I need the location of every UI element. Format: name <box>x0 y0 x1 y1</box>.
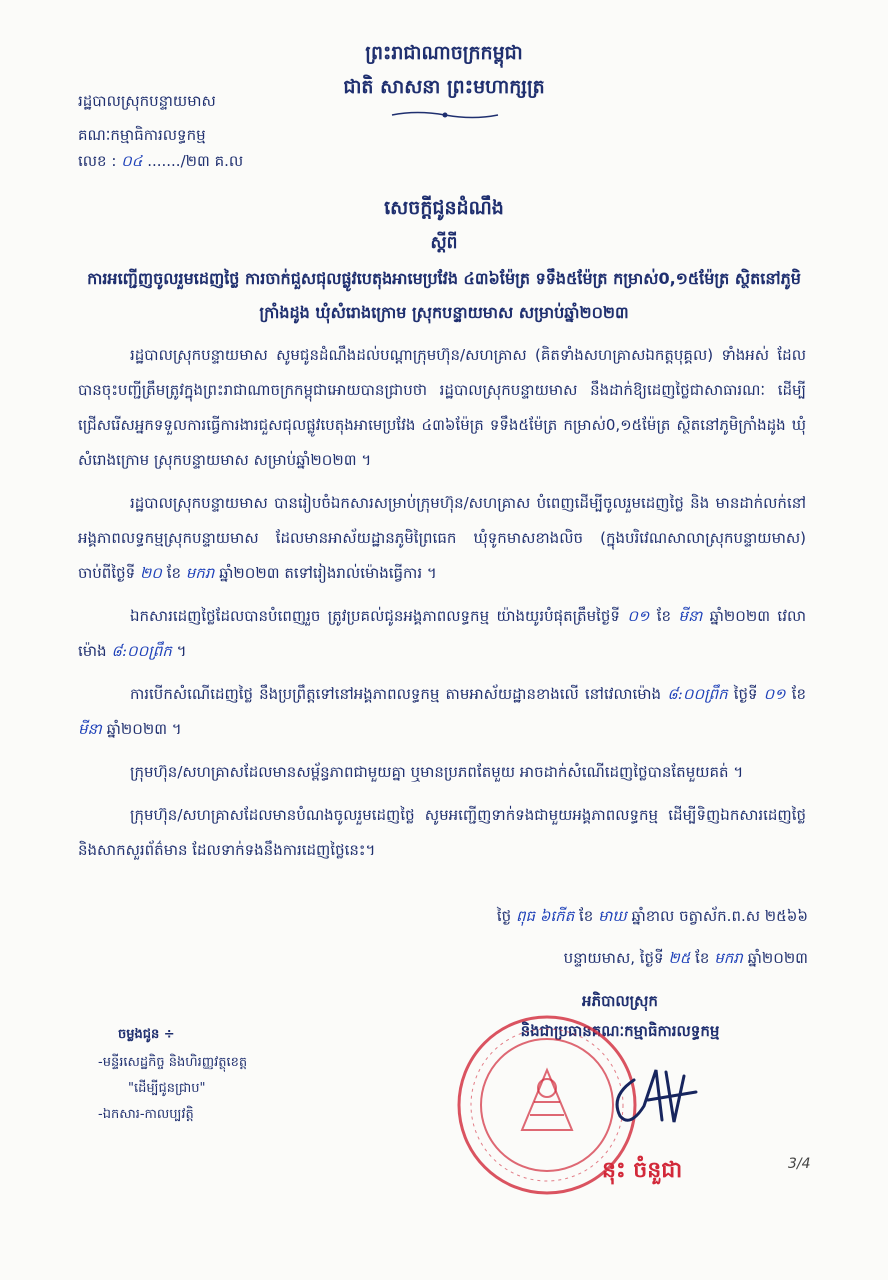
paragraph-4: ការបើកសំណើដេញថ្លៃ នឹងប្រព្រឹត្តទៅនៅអង្គភាពលទ្ធកម្ម តាមអាស័យដ្ឋានខាងលើ នៅវេលាម៉ោង ៨:០០ព្រឹក ថ្ងៃទី ០១ ខែ មីនា ឆ្នាំ២០២៣ ។ <box>78 685 806 738</box>
document-title: សេចក្តីជូនដំណឹង <box>384 197 504 219</box>
signatory-role: និងជាប្រធានគណៈកម្មាធិការលទ្ធកម្ម <box>520 1022 720 1040</box>
document-body <box>78 338 806 876</box>
sale-start-month: មករា <box>185 564 215 582</box>
lunar-month: មាឃ <box>598 907 627 925</box>
number-value: ០៤ <box>121 152 143 170</box>
signatory-title: អភិបាលស្រុក <box>582 992 658 1010</box>
paragraph-6: ក្រុមហ៊ុន/សហគ្រាសដែលមានបំណងចូលរួមដេញថ្លៃ សូមអញ្ជើញទាក់ទងជាមួយអង្គភាពលទ្ធកម្ម ដើម្បីទិញឯកសារដេញថ្លៃ និងសាកសួរព័ត៌មាន ដែលទាក់ទងនឹងការដេញថ្លៃនេះ។ <box>78 806 806 859</box>
deadline-month: មីនា <box>678 607 703 625</box>
page-number: 3/4 <box>788 1156 811 1172</box>
paragraph-2: រដ្ឋបាលស្រុកបន្ទាយមាស បានរៀបចំឯកសារសម្រាប់ក្រុមហ៊ុន/សហគ្រាស បំពេញដើម្បីចូលរួមដេញថ្លៃ និង មានដាក់លក់នៅអង្គភាពលទ្ធកម្មស្រុកបន្ទាយមាស ដែលមានអាស័យដ្ឋានភូមិព្រៃធេក ឃុំទូកមាសខាងលិច (ក្នុងបរិវេណសាលាស្រុកបន្ទាយមាស) ចាប់ពីថ្ងៃទី ២០ ខែ មករា ឆ្នាំ២០២៣ តទៅរៀងរាល់ម៉ោងធ្វើការ ។ <box>78 494 806 582</box>
kingdom-name: ព្រះរាជាណាចក្រកម្ពុជា <box>365 42 523 64</box>
opening-time: ៨:០០ព្រឹក <box>667 685 728 703</box>
deadline-day: ០១ <box>627 607 650 625</box>
lunar-date: ថ្ងៃ ពុធ ៦កើត ខែ មាឃ ឆ្នាំខាល ចត្វាស័ក.ព.ស ២៥៦៦ <box>496 907 808 925</box>
paragraph-3: ឯកសារដេញថ្លៃដែលបានបំពេញរួច ត្រូវប្រគល់ជូនអង្គភាពលទ្ធកម្ម យ៉ាងយូរបំផុតត្រឹមថ្ងៃទី ០១ ខែ មីនា ឆ្នាំ២០២៣ វេលាម៉ោង ៨:០០ព្រឹក ។ <box>78 607 806 660</box>
handwritten-signature-icon <box>604 1062 704 1132</box>
reference-number <box>78 150 243 172</box>
sale-start-day: ២០ <box>139 564 162 582</box>
issuing-committee: គណៈកម្មាធិការលទ្ធកម្ម <box>78 126 206 144</box>
number-suffix: ......./២៣ គ.ល <box>147 152 244 170</box>
national-motto: ជាតិ សាសនា ព្រះមហាក្សត្រ <box>343 76 545 98</box>
cc-item-3: -ឯកសារ-កាលប្បវត្តិ <box>98 1107 194 1122</box>
solar-date: បន្ទាយមាស, ថ្ងៃទី ២៥ ខែ មករា ឆ្នាំ២០២៣ <box>563 949 808 967</box>
cc-item-2: "ដើម្បីជូនជ្រាប" <box>128 1081 206 1096</box>
cc-item-1: -មន្ទីរសេដ្ឋកិច្ច និងហិរញ្ញវត្ថុខេត្ត <box>98 1055 248 1070</box>
lunar-day: ពុធ ៦កើត <box>515 907 575 925</box>
opening-month: មីនា <box>78 720 102 738</box>
solar-month: មករា <box>714 949 743 967</box>
signatory-name: នុះ ចំនួជា <box>602 1158 683 1183</box>
opening-day: ០១ <box>763 685 786 703</box>
cc-title: ចម្លងជូន ÷ <box>118 1027 175 1042</box>
document-about: ស្តីពី <box>430 233 458 253</box>
deadline-time: ៨:០០ព្រឹក <box>111 642 172 660</box>
paragraph-5: ក្រុមហ៊ុន/សហគ្រាសដែលមានសម្ព័ន្ធភាពជាមួយគ្នា ឬមានប្រភពតែមួយ អាចដាក់សំណើដេញថ្លៃបានតែមួយគត់ ។ <box>130 763 744 781</box>
issuing-office: រដ្ឋបាលស្រុកបន្ទាយមាស <box>78 92 216 110</box>
number-label: លេខ : <box>78 152 117 170</box>
paragraph-1: រដ្ឋបាលស្រុកបន្ទាយមាស សូមជូនដំណឹងដល់បណ្តាក្រុមហ៊ុន/សហគ្រាស (គិតទាំងសហគ្រាសឯកត្តបុគ្គល) ទាំងអស់ ដែលបានចុះបញ្ជីត្រឹមត្រូវក្នុងព្រះរាជាណាចក្រកម្ពុជាអោយបានជ្រាបថា រដ្ឋបាលស្រុកបន្ទាយមាស នឹងដាក់ឱ្យដេញថ្លៃជាសាធារណៈ ដើម្បីជ្រើសរើសអ្នកទទួលការធ្វើការងារជួសជុលផ្លូវបេតុងអាមេប្រវែង ៤៣៦ម៉ែត្រ ទទឹង៥ម៉ែត្រ កម្រាស់0,១៥ម៉ែត្រ ស្ថិតនៅភូមិក្រាំងដូង ឃុំសំរោងក្រោម ស្រុកបន្ទាយមាស សម្រាប់ឆ្នាំ២០២៣ ។ <box>78 346 806 469</box>
ornament-divider-icon <box>390 110 500 120</box>
document-subject: ការអញ្ជើញចូលរួមដេញថ្លៃ ការចាក់ជួសជុលផ្លូវបេតុងអាមេប្រវែង ៤៣៦ម៉ែត្រ ទទឹង៥ម៉ែត្រ កម្រាស់0,១៥ម៉ែត្រ ស្ថិតនៅភូមិក្រាំងដូង ឃុំសំរោងក្រោម ស្រុកបន្ទាយមាស សម្រាប់ឆ្នាំ២០២៣ <box>87 269 801 322</box>
solar-day: ២៥ <box>668 949 691 967</box>
